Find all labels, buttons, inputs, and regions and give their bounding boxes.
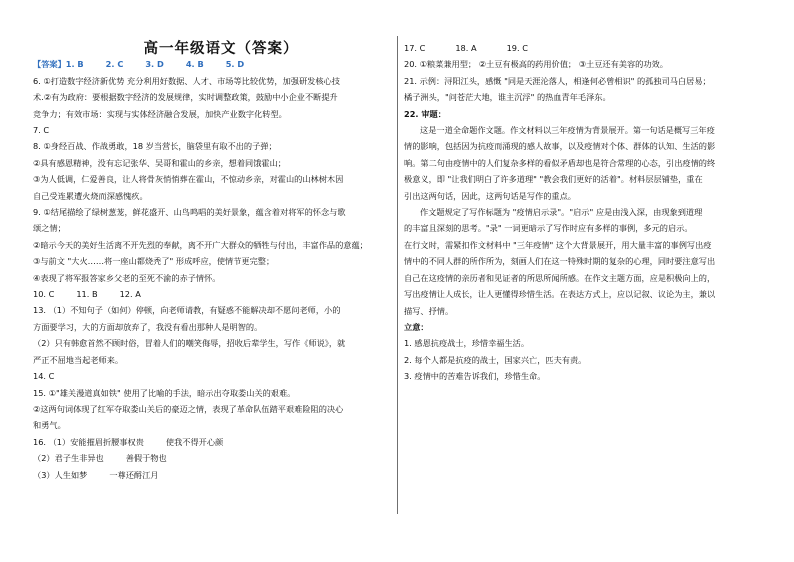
q22-line-6: 作文题规定了写作标题为 "疫情启示录"。"启示" 应是由浅入深，由现象到道理 <box>420 207 703 218</box>
q8-line-3: ③为人低调，仁爱善良，让人将骨灰悄悄葬在霍山，不惊动乡亲，对霍山的山林树木因 <box>33 174 344 185</box>
answer-3: 3. D <box>145 59 164 70</box>
answer-key-label: 【答案】 <box>33 59 66 70</box>
q9-line-4: ③与前文 "大火……将一座山都烧秃了" 形成呼应，使情节更完整； <box>33 256 275 267</box>
q16-1a: 安能摧眉折腰事权贵 <box>70 436 144 447</box>
q17-answer: 17. C <box>404 43 426 53</box>
lizhi-label: 立意： <box>404 321 429 332</box>
q18-answer: 18. A <box>455 43 477 53</box>
q13-line-2: 方面要学习，大的方面却放弃了，我没有看出那种人是明智的。 <box>33 321 263 332</box>
q16-part-2 <box>33 450 391 466</box>
right-column <box>404 40 760 385</box>
q16-2b: 善假于物也 <box>125 453 167 464</box>
lizhi-item-2: 2. 每个人都是抗疫的战士，国家兴亡，匹夫有责。 <box>404 354 587 365</box>
q22-line-11: 写出疫情让人成长，让人更懂得珍惜生活。在表达方式上，应以记叙、议论为主，兼以 <box>404 289 716 300</box>
lizhi-item-3: 3. 疫情中的苦难告诉我们，珍惜生命。 <box>404 371 546 382</box>
q16-1b: 使我不得开心颜 <box>165 436 224 447</box>
q14-answer: 14. C <box>33 371 55 382</box>
answer-4: 4. B <box>185 59 204 70</box>
q22-line-8: 在行文时，需紧扣作文材料中 "三年疫情" 这个大背景展开，用大量丰富的事例写出疫 <box>404 239 712 250</box>
q13-line-1: 13. （1）不知句子（如何）停顿，向老师请教，有疑惑不能解决却不愿问老师，小的 <box>33 305 341 316</box>
q16-3a: 人生如梦 <box>54 469 88 480</box>
q9-line-1: 9. ①结尾描绘了绿树葱茏，鲜花盛开、山鸟鸣唱的美好景象，蕴含着对将军的怀念与歌 <box>33 207 346 218</box>
q9-line-2: 颂之情； <box>33 223 66 234</box>
q22-line-12: 描写、抒情。 <box>404 305 454 316</box>
q22-line-4: 极意义，即 "让我们明白了许多道理" "教会我们更好的活着"。材料层层铺垫，重在 <box>404 174 703 185</box>
q22-line-2: 情的影响，包括因为抗疫而涌现的感人故事，以及疫情对个体、群体的认知、生活的影 <box>404 141 716 152</box>
q15-line-1: 15. ①"雄关漫道真如铁" 使用了比喻的手法，暗示出夺取娄山关的艰难。 <box>33 387 296 398</box>
left-column <box>33 40 391 483</box>
q6-line-1: 6. ①打造数字经济新优势 充分利用好数据、人才、市场等比较优势，加强研发核心技 <box>33 75 340 86</box>
q15-line-2: ②这两句词体现了红军夺取娄山关后的豪迈之情，表现了革命队伍踏平艰难险阻的决心 <box>33 403 344 414</box>
q16-3-label: （3） <box>33 469 55 480</box>
q16-part-1 <box>33 434 391 450</box>
answer-1: 1. B <box>65 59 84 70</box>
q15-line-3: 和勇气。 <box>33 420 66 431</box>
q9-line-5: ④表现了将军报答家乡父老的至死不渝的赤子情怀。 <box>33 272 221 283</box>
q13-line-4: 严正不屈地当起老师来。 <box>33 354 124 365</box>
answer-row-1-5 <box>33 56 391 72</box>
q22-line-1: 这是一道全命题作文题。作文材料以三年疫情为背景展开。第一句话是概写三年疫 <box>420 125 715 136</box>
q22-line-5: 引出这两句话，因此，这两句话是写作的重点。 <box>404 190 576 201</box>
q16-label: 16. （1） <box>33 436 71 447</box>
q16-2-label: （2） <box>33 453 55 464</box>
q6-line-2: 术.②有为政府：要根据数字经济的发展规律，实时调整政策，鼓励中小企业不断提升 <box>33 92 338 103</box>
q8-line-4: 自己受连累遭火烧而深感愧疚。 <box>33 190 148 201</box>
q9-line-3: ②暗示今天的美好生活离不开先烈的奉献，离不开广大群众的牺牲与付出，丰富作品的意蕴； <box>33 239 368 250</box>
q20-answer: 20. ①粮菜兼用型； ②土豆有极高的药用价值； ③土豆还有美容的功效。 <box>404 59 668 70</box>
q22-line-9: 情中的不同人群的所作所为，刻画人们在这一特殊时期的复杂的心理，同时要注意写出 <box>404 256 716 267</box>
q19-answer: 19. C <box>506 43 528 53</box>
q16-3b: 一尊还酹江月 <box>109 469 159 480</box>
q8-line-2: ②具有感恩精神，没有忘记张华、吴哥和霍山的乡亲，想着同饿霍山； <box>33 157 286 168</box>
q21-line-2: 橘子洲头，"问苍茫大地，谁主沉浮" 的热血青年毛泽东。 <box>404 92 611 103</box>
page-title: 高一年级语文（答案） <box>143 40 299 57</box>
q16-2a: 君子生非异也 <box>54 453 104 464</box>
q22-label: 22. 审题： <box>404 108 446 119</box>
column-divider <box>397 36 398 514</box>
q6-line-3: 竞争力；有效市场：实现与实体经济融合发展，加快产业数字化转型。 <box>33 108 287 119</box>
answer-5: 5. D <box>225 59 245 70</box>
q22-line-10: 自己在这疫情的亲历者和见证者的所思所闻所感。在作文主题方面，应是积极向上的， <box>404 272 716 283</box>
q22-line-7: 的丰富且深刻的思考。"录" 一词更暗示了写作时应有多样的事例，多元的启示。 <box>404 223 693 234</box>
q13-line-3: （2）只有韩愈首然不顾时俗，冒着人们的嘲笑侮辱，招收后辈学生，写作《师说》，就 <box>33 338 346 349</box>
q21-line-1: 21. 示例：浔阳江头，感慨 "同是天涯沦落人，相逢何必曾相识" 的孤独司马白居易； <box>404 75 711 86</box>
q11-answer: 11. B <box>76 289 98 300</box>
answer-row-17-19 <box>404 40 760 56</box>
q16-part-3 <box>33 467 391 483</box>
q7-answer: 7. C <box>33 125 50 136</box>
q22-line-3: 响。第二句由疫情中的人们复杂多样的看似矛盾却也是符合常理的心态，引出疫情的终 <box>404 157 716 168</box>
q10-answer: 10. C <box>33 289 55 300</box>
q12-answer: 12. A <box>119 289 141 300</box>
answer-row-10-12 <box>33 286 391 302</box>
q8-line-1: 8. ①身经百战、作战勇敢，18 岁当营长，脑袋里有取不出的子弹； <box>33 141 277 152</box>
answer-2: 2. C <box>105 59 124 70</box>
lizhi-item-1: 1. 感恩抗疫战士，珍惜幸福生活。 <box>404 338 530 349</box>
